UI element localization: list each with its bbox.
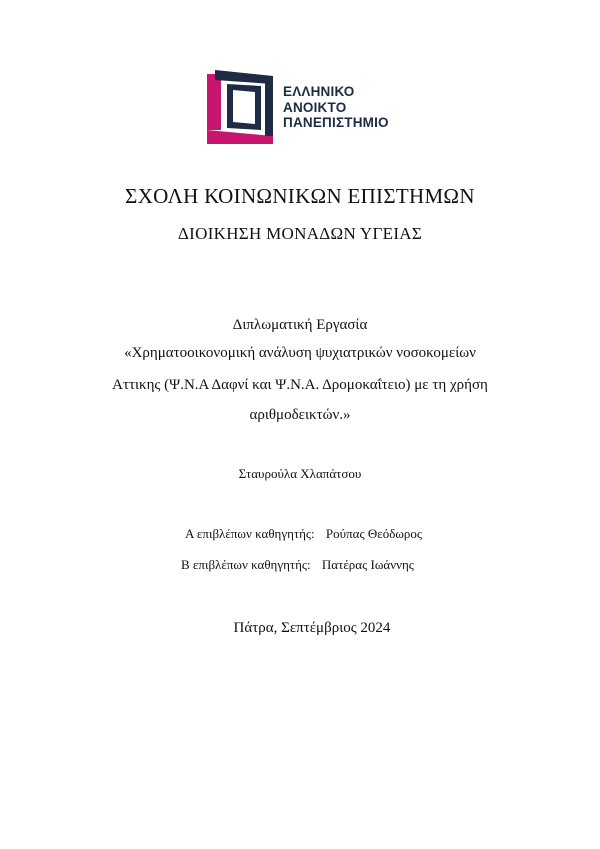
- thesis-title-line: αριθμοδεικτών.»: [249, 407, 351, 423]
- logo-text-line: ΑΝΟΙΚΤΟ: [283, 99, 347, 115]
- supervisor-name: Ρούπας Θεόδωρος: [325, 526, 423, 541]
- supervisor-label: Β επιβλέπων καθηγητής:: [181, 557, 311, 572]
- logo-text-line: ΕΛΛΗΝΙΚΟ: [283, 84, 355, 99]
- thesis-title-line: Αττικης (Ψ.Ν.Α Δαφνί και Ψ.Ν.Α. Δρομοκαΐτειο) με τη χρήση: [112, 377, 488, 393]
- second-supervisor: [181, 557, 414, 573]
- first-supervisor: [185, 526, 422, 542]
- supervisor-name: Πατέρας Ιωάννης: [321, 557, 414, 572]
- department-name: ΔΙΟΙΚΗΣΗ ΜΟΝΑΔΩΝ ΥΓΕΙΑΣ: [177, 224, 423, 243]
- place-and-date: Πάτρα, Σεπτέμβριος 2024: [233, 620, 391, 636]
- logo-text-line: ΠΑΝΕΠΙΣΤΗΜΙΟ: [283, 115, 389, 130]
- university-logo-mark: [207, 70, 277, 144]
- school-name: ΣΧΟΛΗ ΚΟΙΝΩΝΙΚΩΝ ΕΠΙΣΤΗΜΩΝ: [125, 184, 475, 208]
- thesis-title-line: «Χρηματοοικονομική ανάλυση ψυχιατρικών νοσοκομείων: [124, 345, 476, 361]
- thesis-type: Διπλωματική Εργασία: [232, 317, 368, 333]
- university-logo-text: [283, 84, 389, 131]
- supervisor-label: Α επιβλέπων καθηγητής:: [185, 526, 315, 541]
- author-name: Σταυρούλα Χλαπάτσου: [238, 466, 362, 481]
- university-logo: [207, 70, 397, 146]
